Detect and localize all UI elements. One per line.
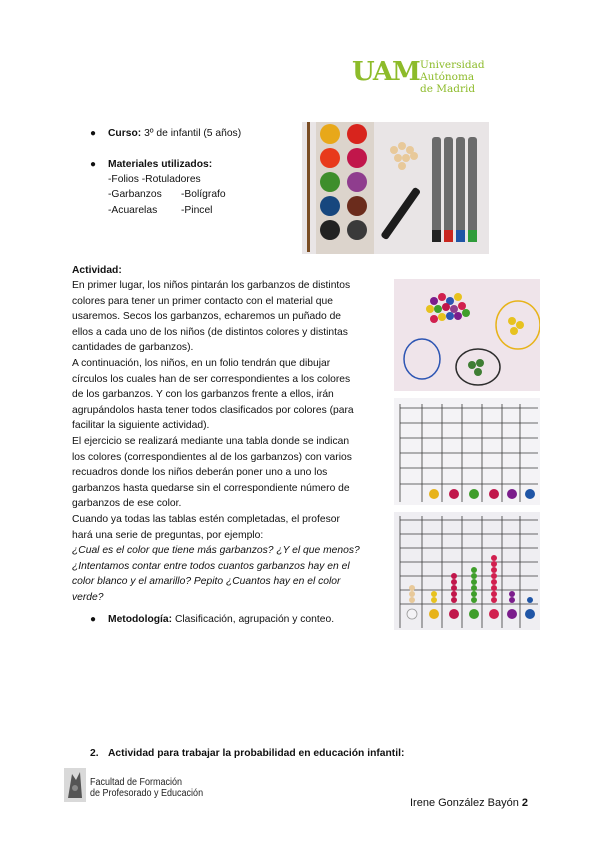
materials-illustration xyxy=(302,122,489,254)
actividad-question: ¿Cual es el color que tiene más garbanzos? ¿Y el que menos? xyxy=(72,545,360,557)
actividad-line: garbanzos de ese color. xyxy=(72,498,182,510)
bullet-icon: ● xyxy=(90,128,97,139)
uam-logo-text xyxy=(420,59,532,95)
faculty-line1: Facultad de Formación xyxy=(90,777,183,788)
actividad-question: color blanco y el amarillo? Pepito ¿Cuantos hay en el color xyxy=(72,576,341,588)
photo-table-filled xyxy=(394,512,540,630)
actividad-line: En primer lugar, los niños pintarán los garbanzos de distintos xyxy=(72,280,351,291)
uam-logo-line2: de Madrid xyxy=(420,83,476,95)
materiales-row1: -Folios -Rotuladores xyxy=(108,174,201,185)
photo-table-empty xyxy=(394,398,540,505)
photo-materials xyxy=(302,122,489,254)
table-empty-illustration xyxy=(394,398,540,505)
bullet-icon: ● xyxy=(90,614,97,625)
materiales-row2a: -Garbanzos xyxy=(108,189,162,200)
actividad-line: cantidades de garbanzos). xyxy=(72,342,194,354)
actividad-line: colores para tener un primer contacto con el material que xyxy=(72,295,333,307)
actividad-heading: Actividad: xyxy=(72,265,122,276)
uam-logo-line1: Universidad Autónoma xyxy=(420,59,485,83)
actividad-line: de los garbanzos. Y con los garbanzos frente a ellos, irán xyxy=(72,389,334,401)
faculty-logo-icon xyxy=(64,768,86,802)
page-number: 2 xyxy=(521,797,529,809)
actividad-line: hará una serie de preguntas, por ejemplo: xyxy=(72,529,264,541)
faculty-emblem xyxy=(64,768,86,802)
footer-author-page xyxy=(410,797,528,809)
actividad-line: recuadros donde los niños deberán poner uno a uno los xyxy=(72,467,328,479)
curso-label: Curso: xyxy=(108,128,142,139)
actividad-line: agrupándolos hasta tener todos clasificados por colores (para xyxy=(72,404,354,416)
actividad-line: círculos los cuales han de ser correspondientes a los colores xyxy=(72,373,351,385)
section2-number: 2. xyxy=(90,748,99,759)
metodologia-label: Metodología: xyxy=(108,614,173,625)
actividad-line: facilitar la siguiente actividad). xyxy=(72,420,210,432)
actividad-line: Cuando ya todas las tablas estén completadas, el profesor xyxy=(72,513,340,525)
actividad-line: ellos a cada uno de los niños (de distintos colores y distintas xyxy=(72,326,348,338)
materiales-row3b: -Pincel xyxy=(181,205,213,216)
actividad-line: los colores (correspondientes al de los garbanzos) con varios xyxy=(72,451,352,463)
author-name: Irene González Bayón xyxy=(410,797,519,809)
actividad-body xyxy=(72,278,390,605)
materiales-row2b: -Bolígrafo xyxy=(181,189,226,200)
metodologia-line xyxy=(108,612,334,628)
actividad-line: garbanzos hasta quedarse sin el correspondiente número de xyxy=(72,482,350,494)
materiales-row3a: -Acuarelas xyxy=(108,205,158,216)
curso-value: 3º de infantil (5 años) xyxy=(144,128,242,139)
uam-logo-mark: UAM xyxy=(352,57,420,87)
materiales-label: Materiales utilizados: xyxy=(108,159,213,170)
bullet-icon: ● xyxy=(90,159,97,170)
actividad-line: El ejercicio se realizará mediante una tabla donde se indican xyxy=(72,435,350,447)
faculty-name xyxy=(90,777,203,799)
curso-line xyxy=(108,126,241,142)
actividad-question: verde? xyxy=(72,591,104,603)
actividad-question: ¿Intentamos contar entre todos cuantos garbanzos hay en el xyxy=(72,560,350,572)
uam-logo xyxy=(352,57,532,95)
section2-title: Actividad para trabajar la probabilidad en educación infantil: xyxy=(108,748,405,759)
actividad-line: usaremos. Secos los garbanzos, echaremos un puñado de xyxy=(72,311,342,323)
photo-chickpeas-circles xyxy=(394,279,540,391)
actividad-line: A continuación, los niños, en un folio tendrán que dibujar xyxy=(72,357,331,369)
chickpeas-circles-illustration xyxy=(394,279,540,391)
table-filled-illustration xyxy=(394,512,540,630)
faculty-line2: de Profesorado y Educación xyxy=(90,788,204,799)
metodologia-value: Clasificación, agrupación y conteo. xyxy=(174,614,335,625)
